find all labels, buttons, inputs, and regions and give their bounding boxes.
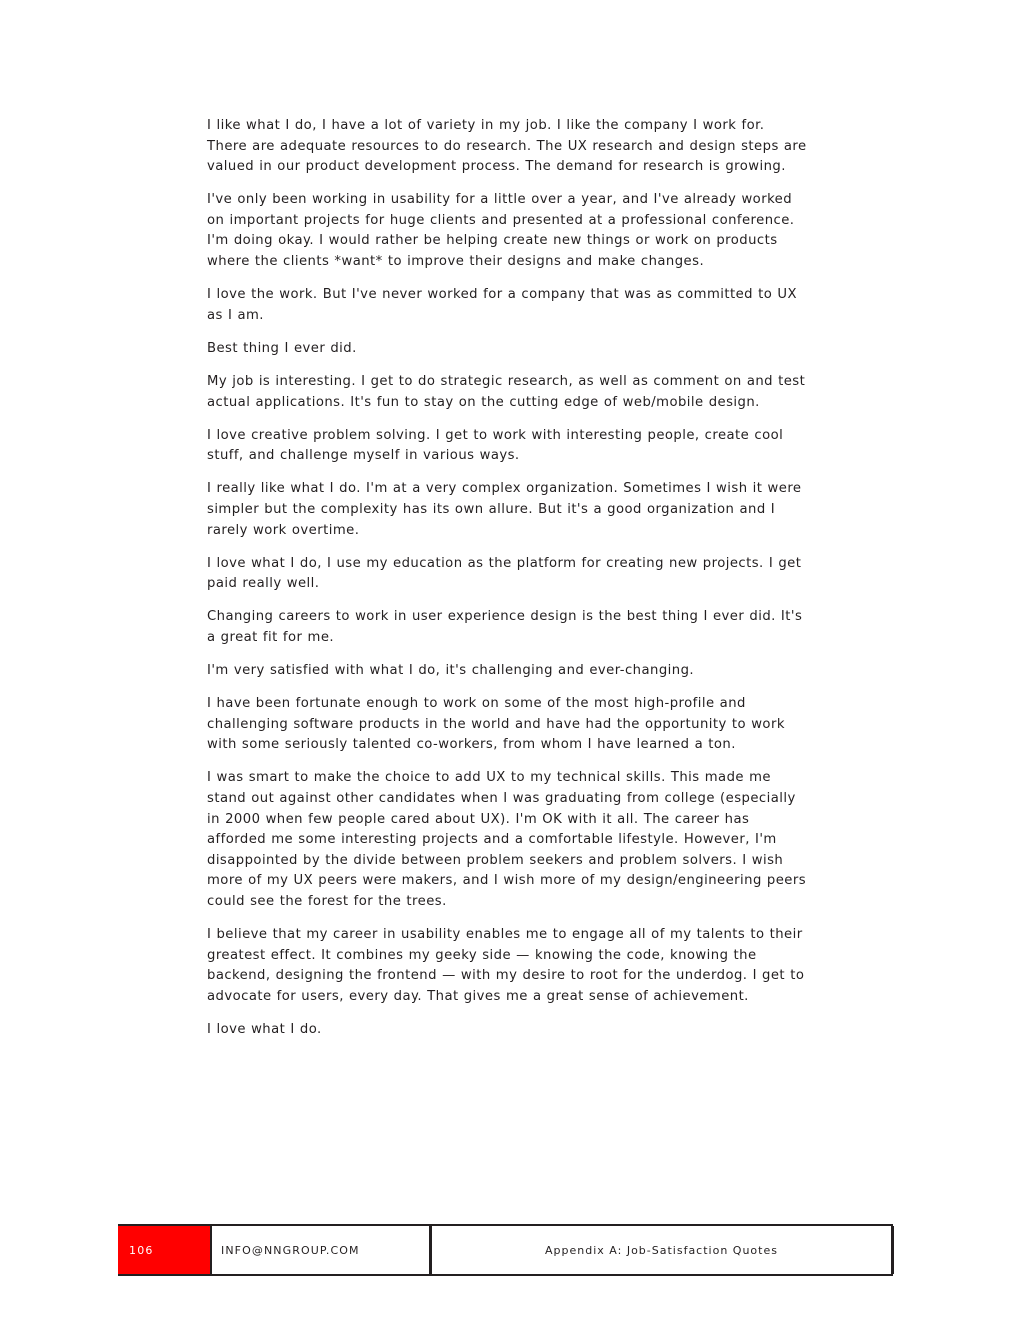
paragraph: I love the work. But I've never worked for a company that was as committed to UX as I am. (207, 287, 797, 323)
footer-divider-left (210, 1226, 212, 1274)
page-number: 106 (118, 1226, 210, 1274)
footer-divider-right (891, 1226, 894, 1274)
page-footer (118, 1224, 893, 1276)
paragraph: Best thing I ever did. (207, 340, 357, 356)
paragraph: I was smart to make the choice to add UX to my technical skills. This made me stand out against other candidates when I was graduating from college (especially in 2000 when few people cared about UX). I'm OK with it all. The career has afforded me some interesting projects and a comfortable lifestyle. However, I'm disappointed by the divide between problem seekers and problem solvers. I wish more of my UX peers were makers, and I wish more of my design/engineering peers could see the forest for the trees. (207, 770, 807, 909)
paragraph: I love creative problem solving. I get to work with interesting people, create cool stuff, and challenge myself in various ways. (207, 427, 784, 464)
paragraph: Changing careers to work in user experience design is the best thing I ever did. It's a great fit for me. (207, 609, 803, 645)
body-text (207, 116, 807, 1053)
paragraph: I love what I do, I use my education as the platform for creating new projects. I get paid really well. (207, 555, 802, 592)
footer-rule-bottom (118, 1274, 893, 1276)
paragraph: I like what I do, I have a lot of variety in my job. I like the company I work for. There are adequate resources to do research. The UX research and design steps are valued in our product development process. The demand for research is growing. (207, 118, 807, 175)
paragraph: My job is interesting. I get to do strategic research, as well as comment on and test actual applications. It's fun to stay on the cutting edge of web/mobile design. (207, 373, 806, 410)
footer-section-title: Appendix A: Job-Satisfaction Quotes (545, 1243, 778, 1257)
paragraph: I believe that my career in usability enables me to engage all of my talents to their greatest effect. It combines my geeky side — knowing the code, knowing the backend, designing the frontend — with my desire to root for the underdog. I get to advocate for users, every day. That gives me a great sense of achievement. (207, 927, 805, 1004)
paragraph: I've only been working in usability for a little over a year, and I've already worked on important projects for huge clients and presented at a professional conference. I'm doing okay. I would rather be helping create new things or work on products where the clients *want* to improve their designs and make changes. (207, 192, 795, 270)
paragraph: I really like what I do. I'm at a very complex organization. Sometimes I wish it were simpler but the complexity has its own allure. But it's a good organization and I rarely work overtime. (207, 481, 802, 538)
paragraph: I love what I do. (207, 1021, 322, 1037)
paragraph: I have been fortunate enough to work on some of the most high-profile and challenging software products in the world and have had the opportunity to work with some seriously talented co-workers, from whom I have learned a ton. (207, 696, 785, 753)
footer-email: INFO@NNGROUP.COM (221, 1243, 360, 1257)
paragraph: I'm very satisfied with what I do, it's challenging and ever-changing. (207, 662, 695, 678)
